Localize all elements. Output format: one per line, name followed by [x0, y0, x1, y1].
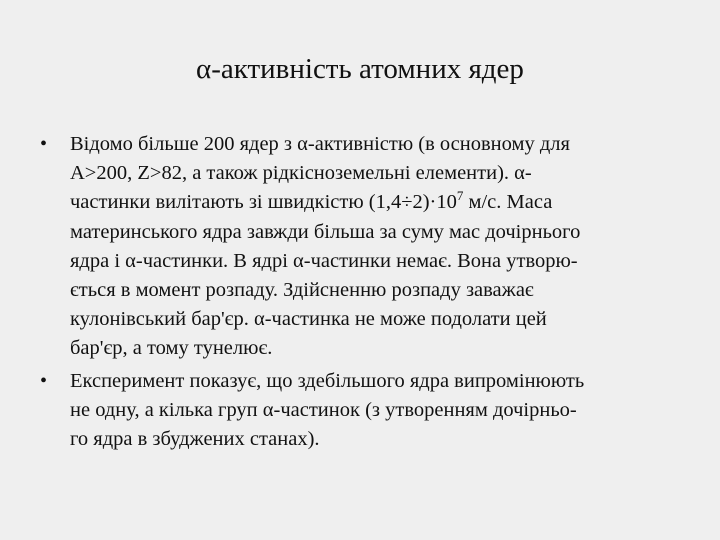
bullet-2-line-3: го ядра в збуджених станах).: [70, 428, 320, 451]
bullet-1-line-3: [70, 188, 688, 217]
bullet-1-line-8: бар'єр, а тому тунелює.: [70, 337, 273, 360]
bullet-list: [38, 130, 688, 457]
slide-title: α-активність атомних ядер: [196, 53, 524, 85]
bullet-1-line-1: Відомо більше 200 ядер з α-активністю (в основному для: [70, 133, 570, 155]
bullet-1-line-2: A>200, Z>82, а також рідкісноземельні елементи). α-: [70, 162, 532, 185]
bullet-item-1: [38, 130, 688, 364]
bullet-1-line-5: ядра і α-частинки. В ядрі α-частинки немає. Вона утворю-: [70, 249, 578, 272]
bullet-icon: •: [40, 133, 48, 155]
bullet-icon: •: [40, 369, 48, 392]
bullet-1-line-4: материнського ядра завжди більша за суму мас дочірнього: [70, 220, 581, 243]
speed-suffix: м/с. Маса: [463, 191, 553, 214]
speed-text: частинки вилітають зі швидкістю (1,4÷2)·10: [70, 191, 457, 214]
bullet-2-line-1: Експеримент показує, що здебільшого ядра випромінюють: [70, 369, 585, 392]
speed-exponent: 7: [456, 187, 464, 203]
bullet-1-line-7: кулонівський бар'єр. α-частинка не може подолати цей: [70, 308, 547, 331]
bullet-item-2: [38, 367, 688, 455]
bullet-2-line-2: не одну, а кілька груп α-частинок (з утворенням дочірньо-: [70, 398, 577, 421]
bullet-1-line-6: ється в момент розпаду. Здійсненню розпаду заважає: [70, 279, 534, 302]
